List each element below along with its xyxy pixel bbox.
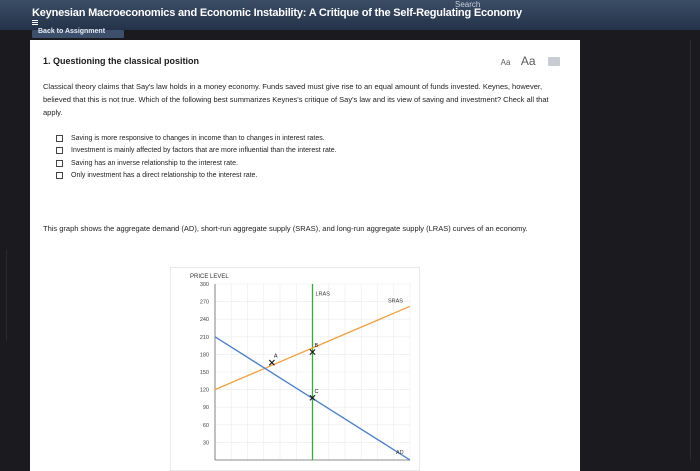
y-tick-label: 60 xyxy=(202,422,209,429)
answer-option[interactable] xyxy=(56,132,337,145)
left-edge-divider xyxy=(6,250,7,340)
y-tick-label: 210 xyxy=(199,334,209,341)
answer-option[interactable] xyxy=(56,145,337,158)
checkbox[interactable] xyxy=(56,135,63,142)
menu-icon[interactable] xyxy=(32,20,38,26)
search-button[interactable]: Search xyxy=(455,0,481,9)
app-title: Keynesian Macroeconomics and Economic Instability: A Critique of the Self-Regulating Economy xyxy=(32,7,522,19)
y-tick-label: 30 xyxy=(202,440,209,447)
y-tick-label: 180 xyxy=(199,352,209,359)
option-label: Saving is more responsive to changes in income than to changes in interest rates. xyxy=(71,134,325,142)
answer-option[interactable] xyxy=(56,170,337,183)
answer-option[interactable] xyxy=(56,157,337,170)
y-tick-label: 150 xyxy=(199,370,209,376)
y-tick-label: 270 xyxy=(199,299,209,306)
sras-label: SRAS xyxy=(388,298,403,305)
increase-font-button[interactable]: Aa xyxy=(520,54,536,68)
right-edge-divider xyxy=(690,40,691,460)
checkbox[interactable] xyxy=(56,160,63,167)
answer-options xyxy=(56,132,337,182)
option-label: Only investment has a direct relationship to the interest rate. xyxy=(71,172,258,180)
point-label-c: C xyxy=(314,388,319,395)
y-tick-label: 120 xyxy=(199,387,209,394)
checkbox[interactable] xyxy=(56,147,63,154)
question-title: 1. Questioning the classical position xyxy=(43,56,200,66)
checkbox[interactable] xyxy=(56,172,63,179)
text-size-controls xyxy=(501,52,560,70)
option-label: Saving has an inverse relationship to the interest rate. xyxy=(71,159,238,167)
back-to-assignment-link[interactable]: Back to Assignment xyxy=(38,28,106,35)
y-axis-label: PRICE LEVEL xyxy=(190,274,229,280)
point-label-b: B xyxy=(314,343,319,350)
option-label: Investment is mainly affected by factors that are more influential than the interest rate. xyxy=(71,147,337,155)
ad-label: AD xyxy=(396,450,404,456)
assignment-panel xyxy=(30,40,580,471)
ad-as-chart[interactable] xyxy=(170,267,420,471)
graph-description: This graph shows the aggregate demand (AD), short-run aggregate supply (SRAS), and long-run aggregate supply (LRAS) curves of an economy. xyxy=(43,224,528,233)
decrease-font-button[interactable]: Aa xyxy=(500,58,511,67)
lras-label: LRAS xyxy=(315,291,330,298)
app-header xyxy=(0,0,700,30)
question-text: Classical theory claims that Say's law holds in a money economy. Funds saved must give rise to an equal amount of funds invested. Keynes, however, believed that this is not true. Which of the following best summarizes Keynes's critique of Say's law and its view of saving and investment? Check all that apply. xyxy=(43,82,549,117)
y-tick-label: 90 xyxy=(202,405,209,412)
back-bar xyxy=(32,30,124,38)
y-tick-label: 300 xyxy=(199,282,209,288)
y-tick-label: 240 xyxy=(199,317,209,324)
point-label-a: A xyxy=(273,353,278,360)
print-icon[interactable] xyxy=(548,57,560,66)
